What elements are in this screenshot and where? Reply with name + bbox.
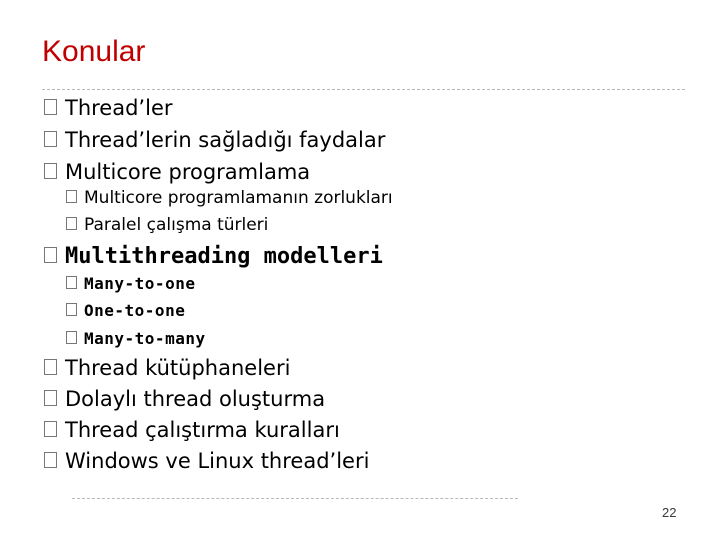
list-item — [44, 451, 369, 472]
list-item — [44, 389, 325, 410]
square-bullet-icon — [66, 303, 77, 316]
list-item-text: Paralel çalışma türleri — [84, 215, 269, 235]
list-item — [44, 162, 310, 183]
list-item — [44, 98, 173, 119]
sub-list-item — [66, 190, 393, 207]
list-item-text: Thread kütüphaneleri — [65, 356, 291, 380]
list-item-text: Multithreading modelleri — [65, 244, 383, 269]
sub-list-item — [66, 276, 195, 293]
square-bullet-icon — [66, 331, 77, 344]
list-item-text: Many-to-many — [84, 329, 206, 348]
list-item-text: Thread’lerin sağladığı faydalar — [65, 128, 386, 152]
title-divider — [42, 89, 685, 90]
square-bullet-icon — [66, 276, 77, 289]
sub-list-item — [66, 217, 268, 234]
square-bullet-icon — [44, 421, 57, 437]
square-bullet-icon — [44, 452, 57, 468]
list-item-text: Thread çalıştırma kuralları — [65, 418, 340, 442]
footer-divider — [72, 498, 518, 499]
page-number: 22 — [662, 505, 677, 520]
list-item-text: Dolaylı thread oluşturma — [65, 387, 326, 411]
sub-list-item — [66, 303, 185, 320]
slide-title: Konular — [42, 35, 146, 68]
list-item — [44, 246, 383, 268]
list-item — [44, 420, 340, 441]
list-item-text: Thread’ler — [65, 96, 173, 120]
list-item — [44, 130, 385, 151]
sub-list-item — [66, 331, 206, 348]
square-bullet-icon — [44, 247, 57, 263]
list-item-text: Multicore programlama — [65, 160, 311, 184]
square-bullet-icon — [44, 390, 57, 406]
square-bullet-icon — [44, 163, 57, 179]
list-item-text: Multicore programlamanın zorlukları — [84, 188, 393, 208]
square-bullet-icon — [66, 217, 77, 230]
square-bullet-icon — [44, 131, 57, 147]
list-item-text: Many-to-one — [84, 274, 196, 293]
square-bullet-icon — [44, 99, 57, 115]
square-bullet-icon — [66, 190, 77, 203]
list-item — [44, 358, 290, 379]
list-item-text: One-to-one — [84, 301, 186, 320]
list-item-text: Windows ve Linux thread’leri — [65, 449, 370, 473]
square-bullet-icon — [44, 359, 57, 375]
